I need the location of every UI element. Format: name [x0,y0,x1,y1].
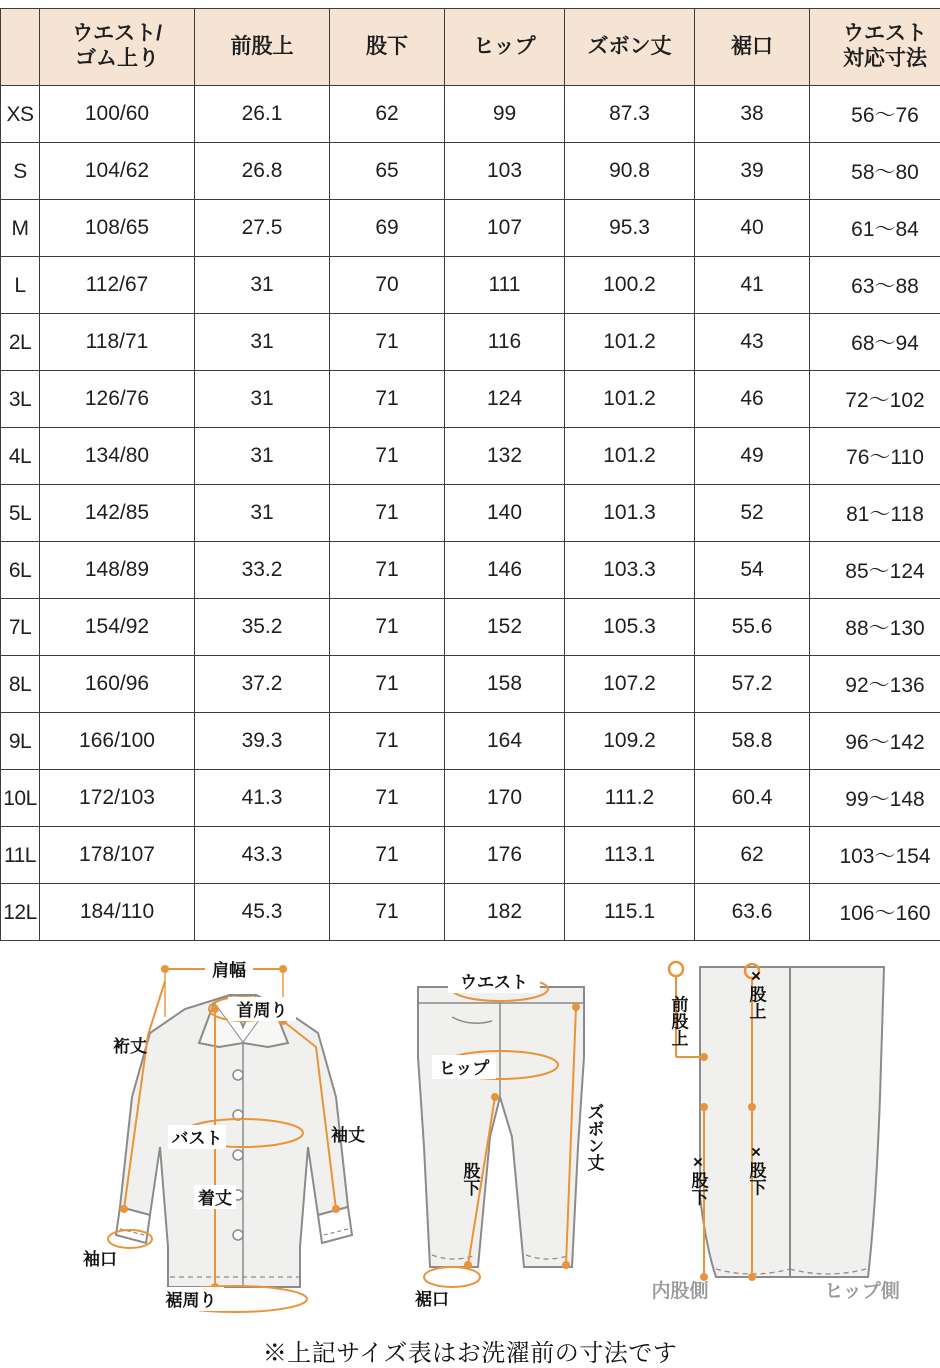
cell-hip: 158 [445,656,565,713]
cell-hem-opening: 41 [695,257,810,314]
pants-hem-opening-label: 裾口 [414,1290,449,1309]
row-header-size: 6L [1,542,40,599]
cell-pants-length: 105.3 [565,599,695,656]
pants-hip-label: ヒップ [439,1059,490,1078]
pants-length-label: ズボン丈 [585,1103,605,1172]
cell-waist-range: 76〜110 [810,428,940,485]
row-header-size: 11L [1,827,40,884]
jacket-bust-label: バスト [172,1129,223,1148]
table-row [1,599,940,656]
cell-hip: 99 [445,86,565,143]
cell-hem-opening: 54 [695,542,810,599]
column-header-pants-length: ズボン丈 [565,9,695,86]
cell-waist-range: 61〜84 [810,200,940,257]
cell-hip: 152 [445,599,565,656]
cell-front-rise: 27.5 [195,200,330,257]
cell-hem-opening: 60.4 [695,770,810,827]
jacket-shoulder-label: 肩幅 [212,960,246,980]
crotch-right-panel [790,967,884,1277]
cell-pants-length: 109.2 [565,713,695,770]
column-header-front-rise: 前股上 [195,9,330,86]
illustration-svg [0,947,940,1337]
cell-inseam: 69 [330,200,445,257]
cell-inseam: 71 [330,656,445,713]
pants-hem-ellipse [424,1267,480,1287]
cell-waist: 134/80 [40,428,195,485]
cell-front-rise: 31 [195,485,330,542]
cell-front-rise: 26.1 [195,86,330,143]
cell-inseam: 71 [330,485,445,542]
column-header-hip: ヒップ [445,9,565,86]
row-header-size: 9L [1,713,40,770]
cell-hip: 111 [445,257,565,314]
column-header-waist-line1: ウエスト/ [42,22,192,47]
cell-waist-range: 63〜88 [810,257,940,314]
cell-waist-range: 68〜94 [810,314,940,371]
wash-note: ※上記サイズ表はお洗濯前の寸法です [0,1333,940,1368]
cell-pants-length: 113.1 [565,827,695,884]
cell-waist: 100/60 [40,86,195,143]
cell-front-rise: 31 [195,257,330,314]
crotch-rise-label: ×股上 [747,967,767,1020]
cell-waist: 108/65 [40,200,195,257]
table-row [1,485,940,542]
cell-hem-opening: 46 [695,371,810,428]
cell-waist: 160/96 [40,656,195,713]
jacket-hem-label: 裾周り [165,1291,217,1310]
cell-front-rise: 33.2 [195,542,330,599]
row-header-size: 7L [1,599,40,656]
size-table [0,8,940,941]
cell-waist-range: 72〜102 [810,371,940,428]
crotch-hip-side-label: ヒップ側 [824,1279,899,1302]
cell-front-rise: 31 [195,428,330,485]
cell-hem-opening: 57.2 [695,656,810,713]
pants-length-point [562,1261,570,1269]
column-header-waist [40,9,195,86]
crotch-front-rise-label: 前股上 [669,994,689,1046]
pants-body [418,987,584,1267]
cell-front-rise: 31 [195,371,330,428]
cell-waist-range: 96〜142 [810,713,940,770]
cell-pants-length: 87.3 [565,86,695,143]
cell-waist: 148/89 [40,542,195,599]
row-header-size: XS [1,86,40,143]
jacket-illustration [83,957,365,1312]
row-header-size: 2L [1,314,40,371]
cell-waist: 112/67 [40,257,195,314]
cell-hem-opening: 58.8 [695,713,810,770]
row-header-size: M [1,200,40,257]
pants-waist-label: ウエスト [460,973,528,992]
column-header-waist-range-line2: 対応寸法 [812,47,940,72]
cell-front-rise: 26.8 [195,143,330,200]
table-header-row [1,9,940,86]
table-row [1,770,940,827]
crotch-inner-side-label: 内股側 [651,1279,708,1302]
cell-front-rise: 41.3 [195,770,330,827]
cell-waist: 178/107 [40,827,195,884]
cell-hip: 103 [445,143,565,200]
cell-waist-range: 92〜136 [810,656,940,713]
jacket-yuki-label: 裄丈 [113,1036,147,1056]
cell-inseam: 71 [330,713,445,770]
table-header [1,9,940,86]
cell-pants-length: 101.2 [565,314,695,371]
cell-waist: 172/103 [40,770,195,827]
table-row [1,656,940,713]
jacket-length-label: 着丈 [198,1188,232,1208]
cell-inseam: 71 [330,371,445,428]
table-row [1,884,940,941]
cell-pants-length: 90.8 [565,143,695,200]
cell-hip: 124 [445,371,565,428]
cell-hip: 182 [445,884,565,941]
cell-inseam: 71 [330,542,445,599]
cell-waist-range: 106〜160 [810,884,940,941]
table-row [1,542,940,599]
cell-pants-length: 111.2 [565,770,695,827]
row-header-size: S [1,143,40,200]
row-header-size: 5L [1,485,40,542]
cell-pants-length: 95.3 [565,200,695,257]
cell-inseam: 71 [330,770,445,827]
row-header-size: L [1,257,40,314]
cell-front-rise: 31 [195,314,330,371]
table-row [1,200,940,257]
crotch-illustration [651,962,899,1302]
cell-inseam: 71 [330,428,445,485]
cell-pants-length: 101.2 [565,428,695,485]
cell-hip: 176 [445,827,565,884]
cell-front-rise: 45.3 [195,884,330,941]
column-header-inseam: 股下 [330,9,445,86]
cell-hem-opening: 49 [695,428,810,485]
cell-inseam: 65 [330,143,445,200]
row-header-size: 4L [1,428,40,485]
cell-front-rise: 39.3 [195,713,330,770]
cell-waist-range: 85〜124 [810,542,940,599]
cell-hip: 116 [445,314,565,371]
cell-hip: 170 [445,770,565,827]
cell-waist-range: 103〜154 [810,827,940,884]
cell-hip: 164 [445,713,565,770]
jacket-length-point [211,1005,219,1013]
cell-waist: 166/100 [40,713,195,770]
cell-inseam: 71 [330,599,445,656]
crotch-inseam-left-point [700,1273,708,1281]
cell-waist: 118/71 [40,314,195,371]
cell-hem-opening: 39 [695,143,810,200]
pants-inseam-point [491,1093,499,1101]
row-header-size: 10L [1,770,40,827]
size-chart-page [0,8,940,1368]
cell-pants-length: 101.3 [565,485,695,542]
crotch-front-rise-marker [669,962,683,976]
cell-pants-length: 101.2 [565,371,695,428]
cell-waist: 184/110 [40,884,195,941]
table-row [1,314,940,371]
jacket-cuff-label: 袖口 [83,1249,117,1269]
table-row [1,257,940,314]
cell-pants-length: 115.1 [565,884,695,941]
cell-waist-range: 56〜76 [810,86,940,143]
table-row [1,713,940,770]
cell-pants-length: 100.2 [565,257,695,314]
cell-pants-length: 103.3 [565,542,695,599]
cell-inseam: 70 [330,257,445,314]
cell-waist-range: 99〜148 [810,770,940,827]
cell-hem-opening: 43 [695,314,810,371]
cell-inseam: 62 [330,86,445,143]
crotch-inseam-right-label: ×股下 [747,1143,767,1197]
cell-waist: 126/76 [40,371,195,428]
table-row [1,428,940,485]
cell-waist-range: 81〜118 [810,485,940,542]
cell-waist: 154/92 [40,599,195,656]
table-body [1,86,940,941]
column-header-waist-range-line1: ウエスト [812,22,940,47]
cell-hem-opening: 38 [695,86,810,143]
cell-hip: 140 [445,485,565,542]
cell-front-rise: 43.3 [195,827,330,884]
crotch-inseam-left-label: ×股下 [689,1153,709,1207]
cell-waist-range: 88〜130 [810,599,940,656]
crotch-inseam-right-point [748,1273,756,1281]
cell-inseam: 71 [330,314,445,371]
cell-waist: 142/85 [40,485,195,542]
row-header-size: 12L [1,884,40,941]
crotch-left-panel [700,967,790,1277]
table-row [1,371,940,428]
cell-hem-opening: 55.6 [695,599,810,656]
crotch-inseam-left-point [700,1103,708,1111]
row-header-size: 3L [1,371,40,428]
crotch-front-rise-point [700,1053,708,1061]
cell-pants-length: 107.2 [565,656,695,713]
jacket-sleeve-label: 袖丈 [331,1125,365,1145]
jacket-button [233,1070,243,1080]
jacket-sleeve-point [332,1205,340,1213]
cell-hem-opening: 52 [695,485,810,542]
cell-hem-opening: 62 [695,827,810,884]
cell-inseam: 71 [330,884,445,941]
cell-waist: 104/62 [40,143,195,200]
cell-front-rise: 37.2 [195,656,330,713]
jacket-yuki-point [120,1205,128,1213]
cell-inseam: 71 [330,827,445,884]
jacket-button [233,1230,243,1240]
table-row [1,86,940,143]
column-header-waist-line2: ゴム上り [42,47,192,72]
cell-hem-opening: 63.6 [695,884,810,941]
pants-illustration [414,969,604,1309]
cell-front-rise: 35.2 [195,599,330,656]
jacket-button [233,1150,243,1160]
cell-hip: 146 [445,542,565,599]
table-row [1,143,940,200]
measurement-illustrations [0,947,940,1337]
table-corner-cell [1,9,40,86]
jacket-neck-label: 首周り [237,1000,288,1020]
cell-hip: 107 [445,200,565,257]
cell-hem-opening: 40 [695,200,810,257]
column-header-waist-range [810,9,940,86]
row-header-size: 8L [1,656,40,713]
cell-waist-range: 58〜80 [810,143,940,200]
column-header-hem-opening: 裾口 [695,9,810,86]
table-row [1,827,940,884]
pants-inseam-label: 股下 [461,1162,481,1197]
pants-length-point [572,1003,580,1011]
cell-hip: 132 [445,428,565,485]
